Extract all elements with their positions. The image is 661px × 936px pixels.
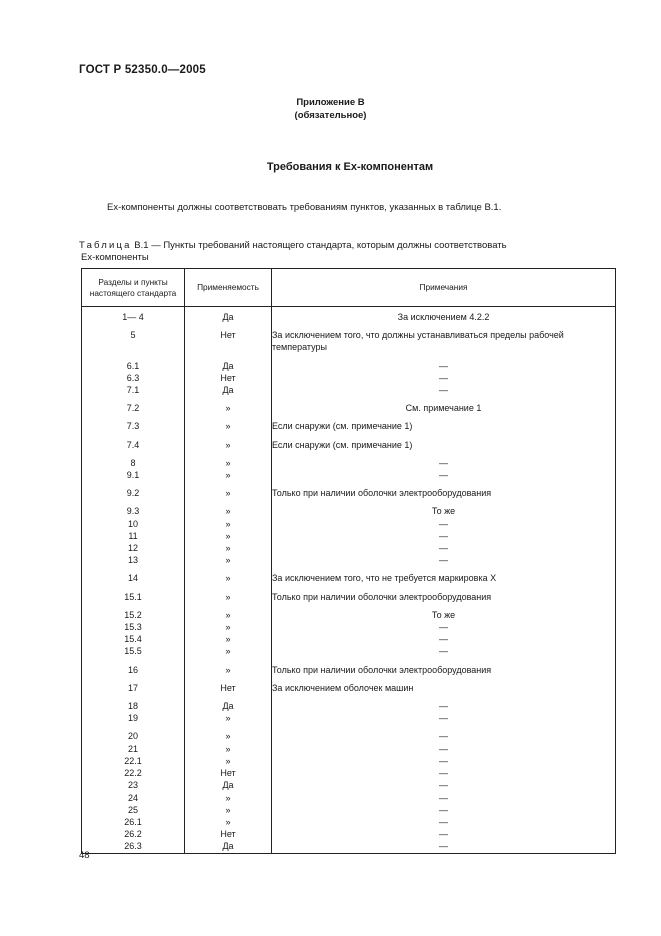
section-cell: 7.2 xyxy=(82,396,185,414)
note-cell: То же xyxy=(272,603,616,621)
section-cell: 24 xyxy=(82,792,185,804)
table-row xyxy=(82,633,616,645)
section-cell: 12 xyxy=(82,542,185,554)
section-cell: 10 xyxy=(82,518,185,530)
applicability-cell: » xyxy=(185,554,272,566)
requirements-table xyxy=(81,268,616,854)
section-cell: 15.1 xyxy=(82,585,185,603)
applicability-cell: » xyxy=(185,414,272,432)
table-row xyxy=(82,414,616,432)
note-cell: За исключением 4.2.2 xyxy=(272,307,616,324)
note-cell: — xyxy=(272,792,616,804)
note-cell: — xyxy=(272,633,616,645)
table-row xyxy=(82,566,616,584)
section-cell: 9.1 xyxy=(82,469,185,481)
section-cell: 5 xyxy=(82,323,185,353)
table-row xyxy=(82,743,616,755)
table-row xyxy=(82,481,616,499)
annex-status: (обязательное) xyxy=(294,110,367,121)
applicability-cell: » xyxy=(185,743,272,755)
note-cell: — xyxy=(272,530,616,542)
table-row xyxy=(82,767,616,779)
table-row xyxy=(82,530,616,542)
applicability-cell: Нет xyxy=(185,676,272,694)
note-cell: Только при наличии оболочки электрооборудования xyxy=(272,585,616,603)
note-cell: Если снаружи (см. примечание 1) xyxy=(272,414,616,432)
section-cell: 11 xyxy=(82,530,185,542)
table-row xyxy=(82,542,616,554)
applicability-cell: Да xyxy=(185,354,272,372)
note-cell: За исключением того, что не требуется маркировка X xyxy=(272,566,616,584)
standard-designation: ГОСТ Р 52350.0—2005 xyxy=(79,64,206,76)
section-cell: 16 xyxy=(82,658,185,676)
table-row xyxy=(82,712,616,724)
section-cell: 22.2 xyxy=(82,767,185,779)
applicability-cell: » xyxy=(185,633,272,645)
applicability-cell: » xyxy=(185,658,272,676)
table-row xyxy=(82,499,616,517)
applicability-cell: » xyxy=(185,755,272,767)
applicability-cell: » xyxy=(185,518,272,530)
table-row xyxy=(82,433,616,451)
table-row xyxy=(82,816,616,828)
section-cell: 23 xyxy=(82,779,185,791)
section-cell: 6.1 xyxy=(82,354,185,372)
applicability-cell: » xyxy=(185,542,272,554)
table-row xyxy=(82,518,616,530)
section-cell: 7.3 xyxy=(82,414,185,432)
applicability-cell: Да xyxy=(185,840,272,853)
section-cell: 15.5 xyxy=(82,645,185,657)
note-cell: — xyxy=(272,755,616,767)
table-row xyxy=(82,676,616,694)
table-row xyxy=(82,396,616,414)
section-cell: 6.3 xyxy=(82,372,185,384)
note-cell: — xyxy=(272,767,616,779)
note-cell: См. примечание 1 xyxy=(272,396,616,414)
applicability-cell: » xyxy=(185,816,272,828)
applicability-cell: » xyxy=(185,433,272,451)
section-cell: 9.2 xyxy=(82,481,185,499)
section-cell: 15.4 xyxy=(82,633,185,645)
table-row xyxy=(82,658,616,676)
applicability-cell: Да xyxy=(185,307,272,324)
table-caption-text: В.1 — Пункты требований настоящего стандарта, которым должны соответствовать xyxy=(134,240,507,251)
intro-paragraph: Ex-компоненты должны соответствовать требованиям пунктов, указанных в таблице В.1. xyxy=(107,202,502,213)
section-cell: 1— 4 xyxy=(82,307,185,324)
section-cell: 8 xyxy=(82,451,185,469)
table-row xyxy=(82,828,616,840)
table-row xyxy=(82,755,616,767)
note-cell: — xyxy=(272,828,616,840)
applicability-cell: » xyxy=(185,451,272,469)
annex-title: Приложение В xyxy=(296,97,365,108)
note-cell: — xyxy=(272,743,616,755)
section-cell: 18 xyxy=(82,694,185,712)
applicability-cell: » xyxy=(185,645,272,657)
section-cell: 7.1 xyxy=(82,384,185,396)
page-number: 48 xyxy=(79,850,90,861)
applicability-cell: » xyxy=(185,530,272,542)
note-cell: За исключением оболочек машин xyxy=(272,676,616,694)
note-cell: — xyxy=(272,840,616,853)
note-cell: — xyxy=(272,354,616,372)
section-cell: 9.3 xyxy=(82,499,185,517)
section-cell: 14 xyxy=(82,566,185,584)
applicability-cell: Да xyxy=(185,779,272,791)
applicability-cell: Нет xyxy=(185,323,272,353)
table-row xyxy=(82,804,616,816)
section-cell: 17 xyxy=(82,676,185,694)
table-row xyxy=(82,621,616,633)
header-sections: Разделы и пункты настоящего стандарта xyxy=(82,269,185,307)
applicability-cell: Да xyxy=(185,694,272,712)
section-cell: 26.3 xyxy=(82,840,185,853)
table-row xyxy=(82,323,616,353)
applicability-cell: » xyxy=(185,499,272,517)
note-cell: — xyxy=(272,518,616,530)
table-header-row xyxy=(82,269,616,307)
section-cell: 15.3 xyxy=(82,621,185,633)
applicability-cell: » xyxy=(185,603,272,621)
note-cell: Если снаружи (см. примечание 1) xyxy=(272,433,616,451)
note-cell: За исключением того, что должны устанавливаться пределы рабочей температуры xyxy=(272,323,616,353)
table-body xyxy=(82,307,616,854)
note-cell: — xyxy=(272,804,616,816)
table-row xyxy=(82,451,616,469)
note-cell: — xyxy=(272,645,616,657)
note-cell: Только при наличии оболочки электрооборудования xyxy=(272,481,616,499)
applicability-cell: Нет xyxy=(185,828,272,840)
note-cell: — xyxy=(272,694,616,712)
header-applicability: Применяемость xyxy=(185,269,272,307)
section-cell: 19 xyxy=(82,712,185,724)
table-row xyxy=(82,645,616,657)
table-row xyxy=(82,779,616,791)
table-row xyxy=(82,354,616,372)
section-heading: Требования к Ex-компонентам xyxy=(266,161,434,173)
table-row xyxy=(82,840,616,853)
table-caption-continuation: Ex-компоненты xyxy=(81,252,149,263)
table-row xyxy=(82,307,616,324)
note-cell: То же xyxy=(272,499,616,517)
applicability-cell: Нет xyxy=(185,372,272,384)
table-row xyxy=(82,694,616,712)
note-cell: — xyxy=(272,372,616,384)
table-caption-label: Таблица xyxy=(79,240,132,251)
applicability-cell: » xyxy=(185,804,272,816)
applicability-cell: » xyxy=(185,621,272,633)
applicability-cell: Нет xyxy=(185,767,272,779)
note-cell: — xyxy=(272,469,616,481)
table-row xyxy=(82,603,616,621)
note-cell: — xyxy=(272,724,616,742)
section-cell: 26.2 xyxy=(82,828,185,840)
note-cell: — xyxy=(272,816,616,828)
section-cell: 15.2 xyxy=(82,603,185,621)
table-row xyxy=(82,585,616,603)
applicability-cell: » xyxy=(185,712,272,724)
header-notes: Примечания xyxy=(272,269,616,307)
applicability-cell: » xyxy=(185,481,272,499)
table-row xyxy=(82,724,616,742)
note-cell: Только при наличии оболочки электрооборудования xyxy=(272,658,616,676)
section-cell: 26.1 xyxy=(82,816,185,828)
section-cell: 20 xyxy=(82,724,185,742)
note-cell: — xyxy=(272,554,616,566)
table-row xyxy=(82,792,616,804)
note-cell: — xyxy=(272,451,616,469)
section-cell: 13 xyxy=(82,554,185,566)
applicability-cell: Да xyxy=(185,384,272,396)
section-cell: 7.4 xyxy=(82,433,185,451)
table-row xyxy=(82,384,616,396)
note-cell: — xyxy=(272,542,616,554)
table-row xyxy=(82,469,616,481)
table-caption xyxy=(79,240,619,251)
note-cell: — xyxy=(272,712,616,724)
note-cell: — xyxy=(272,384,616,396)
applicability-cell: » xyxy=(185,585,272,603)
section-cell: 21 xyxy=(82,743,185,755)
section-cell: 25 xyxy=(82,804,185,816)
applicability-cell: » xyxy=(185,396,272,414)
applicability-cell: » xyxy=(185,469,272,481)
note-cell: — xyxy=(272,621,616,633)
table-row xyxy=(82,372,616,384)
applicability-cell: » xyxy=(185,566,272,584)
table-row xyxy=(82,554,616,566)
applicability-cell: » xyxy=(185,792,272,804)
note-cell: — xyxy=(272,779,616,791)
section-cell: 22.1 xyxy=(82,755,185,767)
applicability-cell: » xyxy=(185,724,272,742)
